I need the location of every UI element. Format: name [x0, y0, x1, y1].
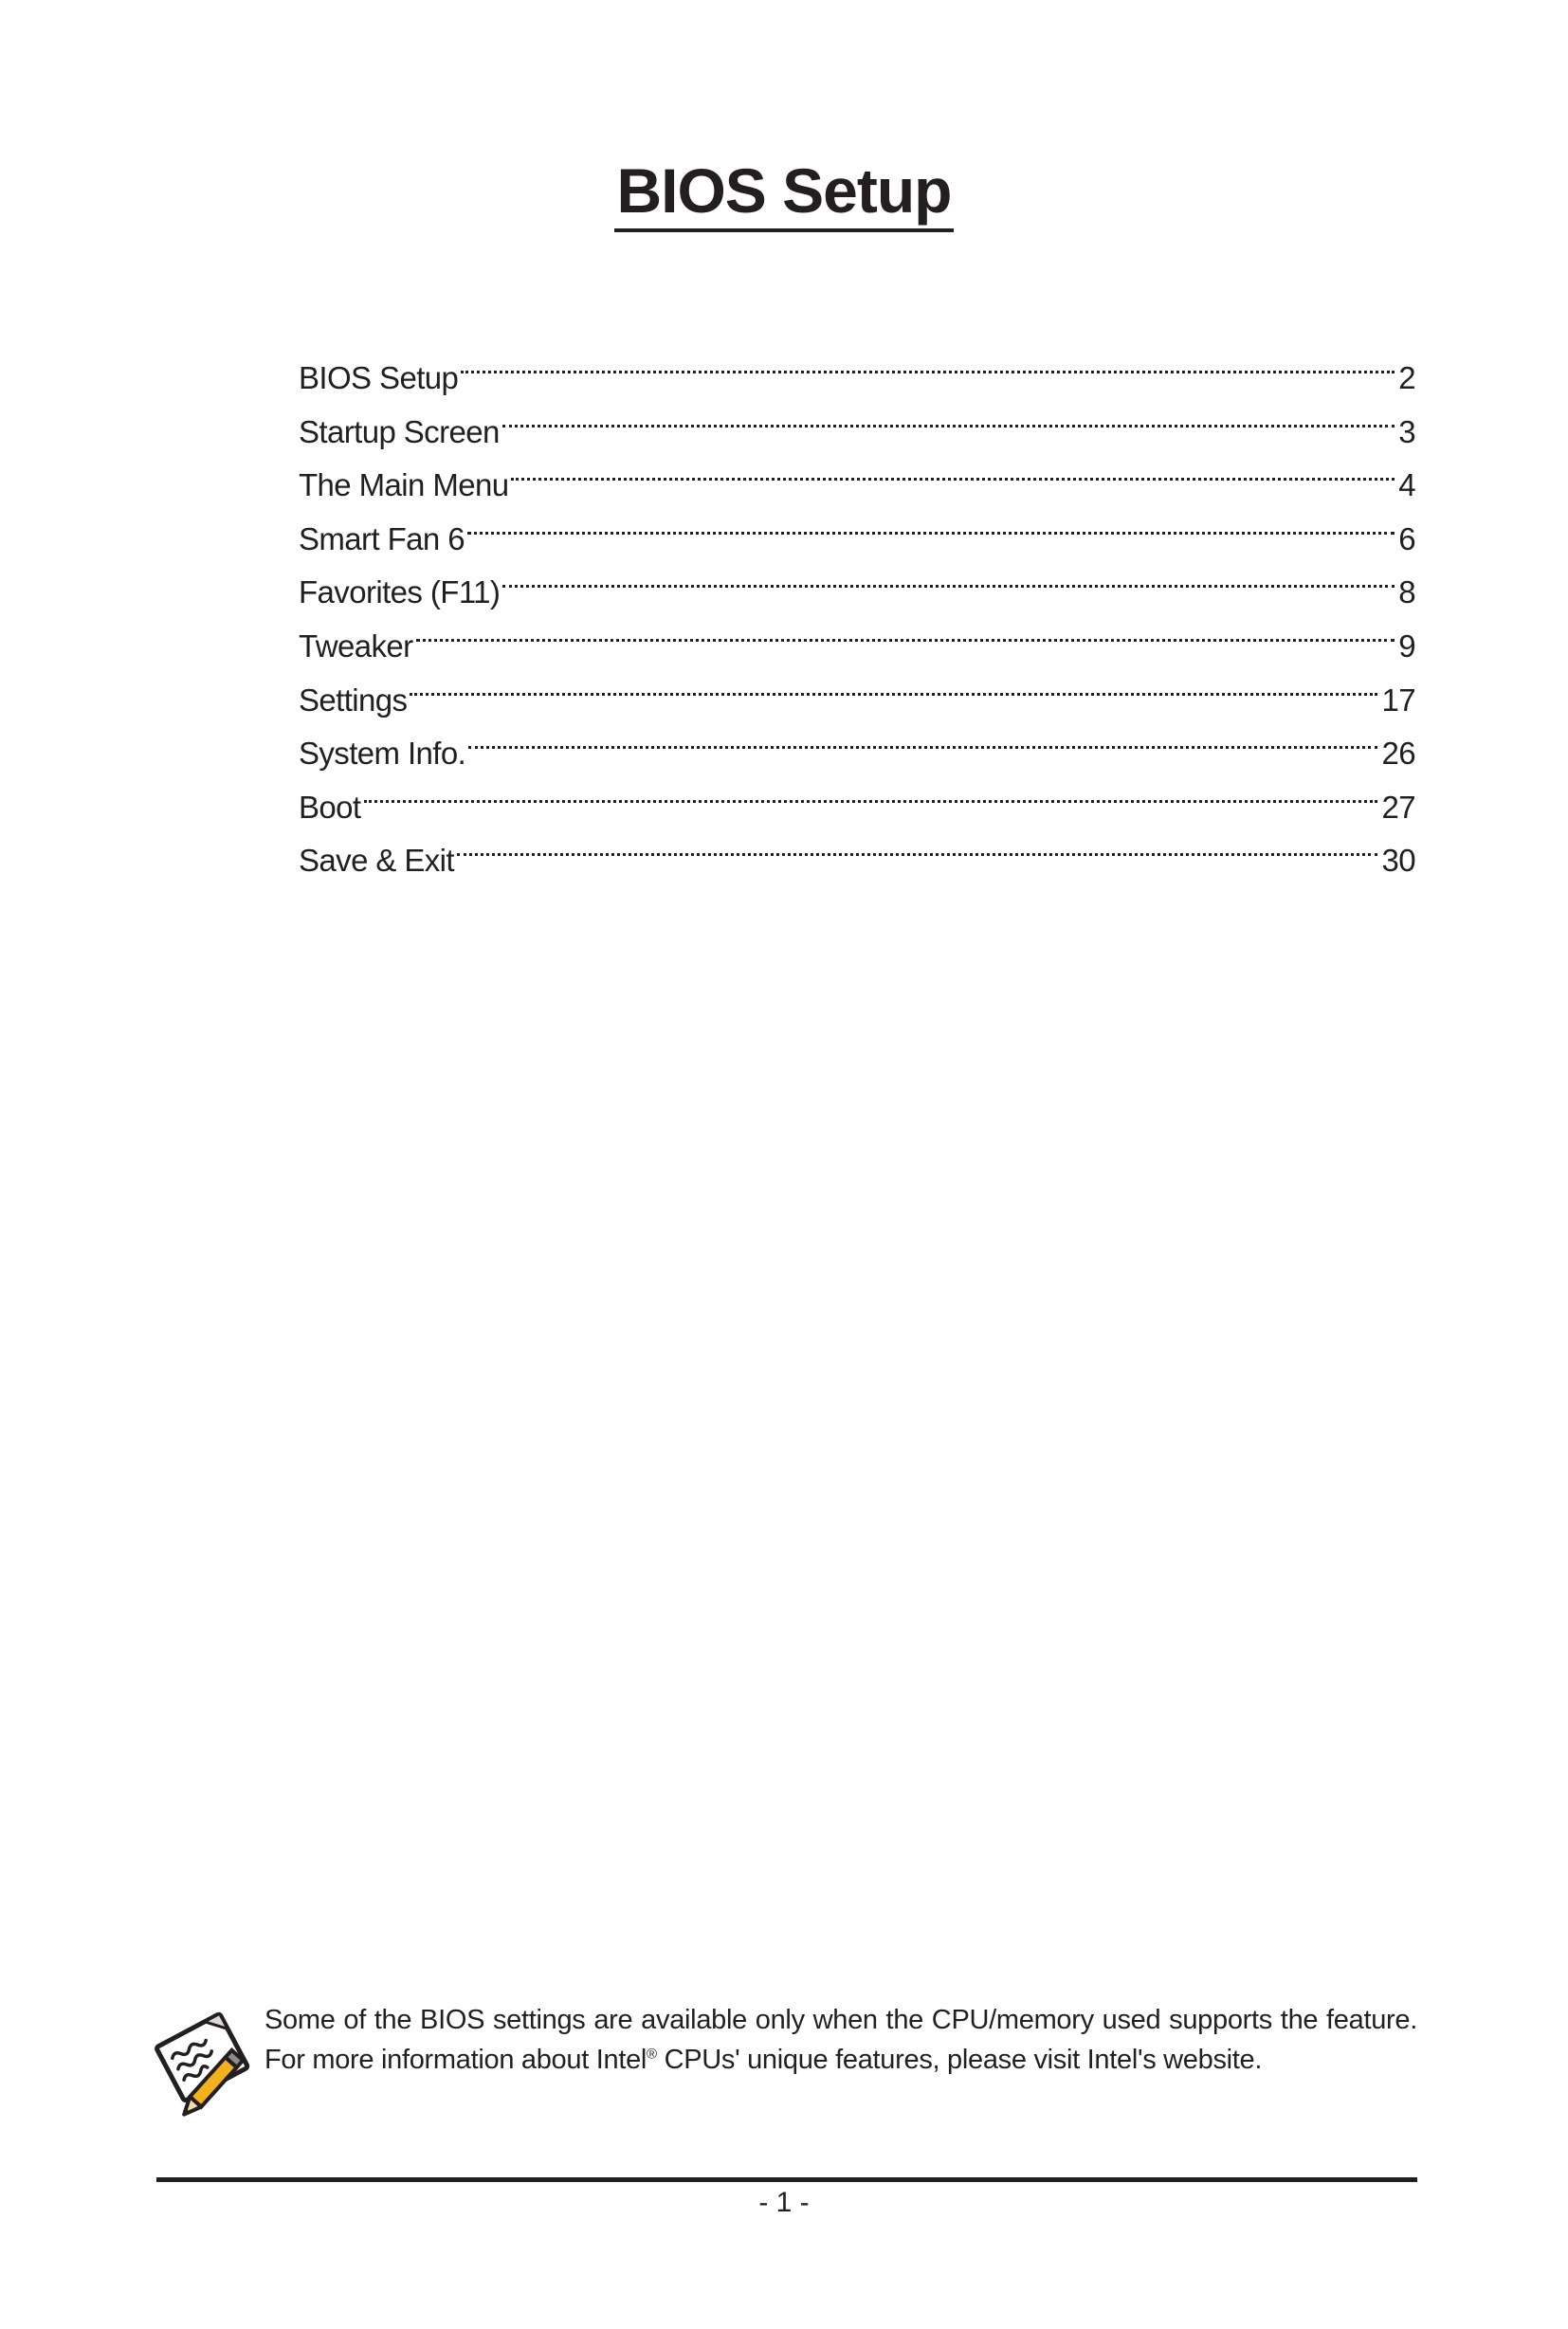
toc-entry-label: The Main Menu [299, 467, 509, 503]
toc-entry-page: 4 [1398, 467, 1415, 503]
toc-entry-boot[interactable] [299, 765, 1415, 825]
page-title: BIOS Setup [614, 156, 953, 232]
toc-dot-leader [410, 658, 1377, 711]
toc-dot-leader [461, 336, 1395, 389]
toc-entry-page: 3 [1398, 413, 1415, 449]
toc-entry-page: 2 [1398, 360, 1415, 395]
toc-dot-leader [468, 711, 1377, 764]
toc-entry-page: 30 [1381, 843, 1415, 879]
toc-entry-label: Smart Fan 6 [299, 520, 465, 556]
table-of-contents [299, 336, 1415, 879]
toc-dot-leader [502, 550, 1395, 603]
toc-entry-label: System Info. [299, 736, 466, 772]
toc-dot-leader [502, 390, 1395, 443]
note-line-2-start: For more information about Intel [264, 2045, 647, 2075]
toc-entry-system-info[interactable] [299, 711, 1415, 772]
page-title-container [0, 156, 1568, 232]
note-pencil-icon [147, 2006, 261, 2120]
toc-entry-startup-screen[interactable] [299, 390, 1415, 449]
note-box [147, 2000, 1417, 2114]
toc-entry-label: BIOS Setup [299, 360, 459, 395]
toc-dot-leader [457, 818, 1378, 871]
registered-mark: ® [647, 2046, 657, 2063]
toc-entry-save-exit[interactable] [299, 818, 1415, 879]
toc-entry-page: 6 [1398, 520, 1415, 556]
toc-entry-page: 27 [1381, 789, 1415, 825]
toc-entry-label: Settings [299, 682, 408, 718]
toc-entry-label: Favorites (F11) [299, 574, 501, 610]
note-line-1: Some of the BIOS settings are available only when the CPU/memory used supports the feature. [264, 2005, 1417, 2035]
toc-entry-label: Boot [299, 789, 361, 825]
note-line-2 [264, 2040, 1417, 2080]
toc-dot-leader [511, 443, 1395, 496]
toc-entry-bios-setup[interactable] [299, 336, 1415, 395]
toc-entry-label: Startup Screen [299, 413, 500, 449]
toc-entry-settings[interactable] [299, 658, 1415, 718]
toc-entry-label: Save & Exit [299, 843, 454, 879]
toc-entry-page: 9 [1398, 628, 1415, 664]
toc-entry-page: 26 [1381, 736, 1415, 772]
note-text [264, 2000, 1417, 2080]
toc-entry-tweaker[interactable] [299, 604, 1415, 664]
toc-entry-label: Tweaker [299, 628, 413, 664]
toc-entry-page: 8 [1398, 574, 1415, 610]
toc-entry-page: 17 [1381, 682, 1415, 718]
toc-dot-leader [467, 497, 1395, 550]
note-line-2-end: CPUs' unique features, please visit Intel's website. [656, 2045, 1263, 2075]
toc-dot-leader [364, 765, 1378, 818]
toc-entry-favorites[interactable] [299, 550, 1415, 610]
page-number: - 1 - [758, 2187, 810, 2218]
toc-dot-leader [416, 604, 1395, 657]
